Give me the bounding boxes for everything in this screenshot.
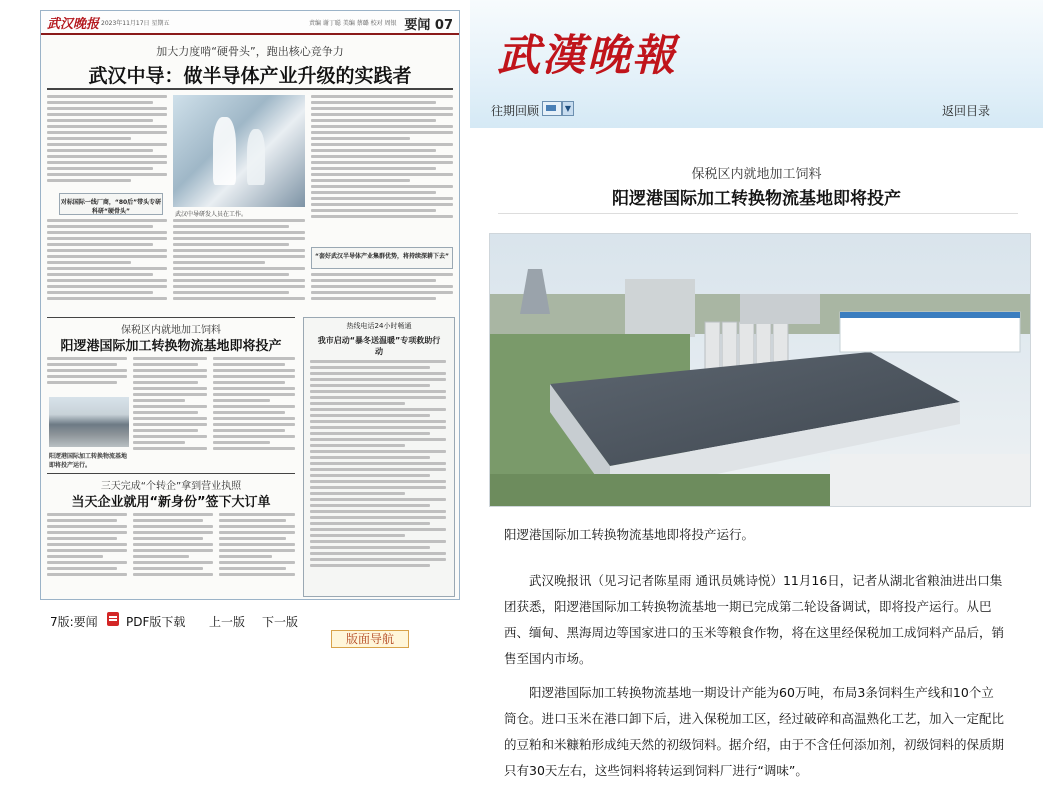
- story1-col3: [311, 95, 453, 245]
- story2-headline[interactable]: 阳逻港国际加工转换物流基地即将投产: [60, 339, 282, 354]
- newspaper-header: [41, 11, 459, 35]
- pdf-icon[interactable]: [107, 612, 119, 626]
- next-page-link[interactable]: 下一版: [262, 615, 299, 629]
- story2-col1: [47, 357, 127, 393]
- story1-kicker: 加大力度啃“硬骨头”，跑出核心竞争力: [156, 45, 344, 58]
- story1-col2: [173, 219, 305, 313]
- story1-headline[interactable]: 武汉中导：做半导体产业升级的实践者: [88, 65, 412, 87]
- story1-col1: [47, 95, 167, 195]
- pdf-download-link[interactable]: PDF版下载: [126, 615, 186, 629]
- story1-col1b: [47, 219, 167, 313]
- chevron-down-icon[interactable]: ▼: [562, 101, 574, 116]
- newspaper-editors: 责编 谢丁聪 美编 蔡璐 校对 周银: [309, 20, 397, 27]
- article-kicker: 保税区内就地加工饲料: [691, 167, 822, 182]
- story2-photo-caption: 阳逻港国际加工转换物流基地即将投产运行。: [49, 453, 128, 469]
- story1-col3b: [311, 273, 453, 313]
- story3-kicker: 三天完成“个转企”拿到营业执照: [100, 481, 242, 492]
- article-paragraph-1: 武汉晚报讯（见习记者陈星雨 通讯员姚诗悦）11月16日，记者从湖北省粮油进出口集团获悉，阳逻港国际加工转换物流基地一期已完成第二轮设备调试，即将投产运行。从巴西、缅甸、黑海周边等国家进口的玉米等粮食作物，将在这里经保税加工成饲料产品后，销售至国内市场。: [504, 573, 1005, 666]
- hotline-box[interactable]: [303, 317, 455, 597]
- story2-photo: [49, 397, 129, 447]
- story2-rule: [47, 317, 295, 318]
- prev-page-link[interactable]: 上一版: [209, 615, 246, 629]
- site-nav: [470, 97, 1043, 119]
- story3-col1: [47, 513, 127, 593]
- story1-pullquote2: “套好武汉半导体产业集群优势，将持续深耕下去”: [311, 247, 453, 269]
- story3-rule: [47, 473, 295, 474]
- story1-photo: [173, 95, 305, 207]
- newspaper-section: 要闻 07: [404, 18, 453, 33]
- story3-col2: [133, 513, 213, 593]
- page-label: 7版:要闻: [50, 615, 98, 629]
- newspaper-page[interactable]: [40, 10, 460, 600]
- story2-col2: [133, 357, 207, 467]
- story1-pullquote1: 对标国际一线厂商，“80后”带头专研科研“硬骨头”: [59, 193, 163, 215]
- calendar-icon[interactable]: [542, 101, 562, 116]
- newspaper-masthead: 武汉晚报: [47, 17, 100, 32]
- article: [470, 128, 1043, 791]
- site-logo: 武漢晚報: [497, 31, 677, 81]
- story3-col3: [219, 513, 295, 593]
- story2-col3: [213, 357, 295, 467]
- story3-headline[interactable]: 当天企业就用“新身份”签下大订单: [71, 495, 271, 510]
- hotline-title: 热线电话24小时畅通: [346, 322, 412, 330]
- story1-rule: [47, 88, 453, 90]
- hotline-headline: 我市启动“暴冬送温暖”专项救助行动: [317, 336, 441, 356]
- page-toolbar: [42, 610, 452, 630]
- past-issues-label: 往期回顾: [491, 104, 540, 118]
- newspaper-date: 2023年11月17日 星期五: [101, 20, 170, 27]
- back-to-contents-link[interactable]: 返回目录: [942, 104, 991, 118]
- hotline-body: [310, 360, 446, 590]
- story1-photo-caption: 武汉中导研发人员在工作。: [175, 211, 248, 218]
- article-photo-caption: 阳逻港国际加工转换物流基地即将投产运行。: [504, 527, 755, 542]
- page-nav-button[interactable]: 版面导航: [331, 630, 409, 648]
- article-divider: [498, 213, 1018, 214]
- article-headline: 阳逻港国际加工转换物流基地即将投产: [612, 189, 901, 209]
- article-paragraph-2: 阳逻港国际加工转换物流基地一期设计产能为60万吨，布局3条饲料生产线和10个立筒仓。进口玉米在港口卸下后，进入保税加工区，经过破碎和高温熟化工艺，加入一定配比的豆粕和米糠粕形成纯天然的初级饲料。据介绍，由于不含任何添加剂，初级饲料的保质期只有30天左右，这些饲料将转运到饲料厂进行“调味”。: [504, 685, 1005, 778]
- article-photo: [489, 233, 1031, 507]
- story2-kicker: 保税区内就地加工饲料: [121, 325, 221, 336]
